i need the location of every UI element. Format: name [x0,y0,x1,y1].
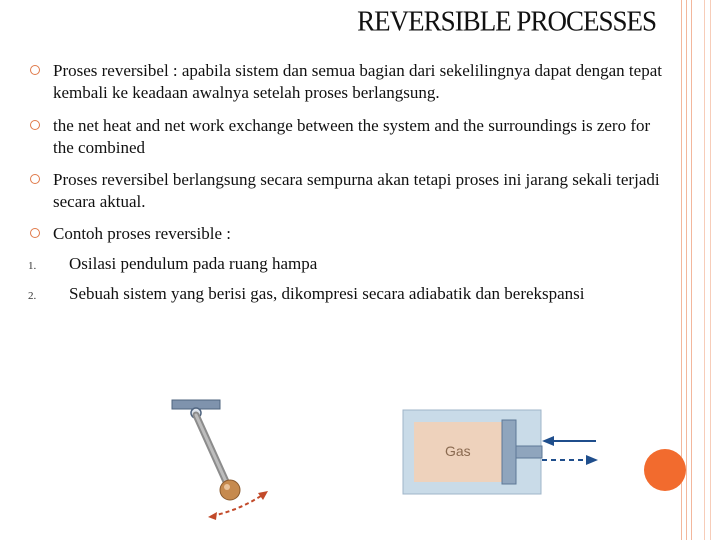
decorative-rail [704,0,705,540]
item-number: 1. [28,260,37,272]
bullet-marker-icon [30,65,40,75]
bullet-marker-icon [30,174,40,184]
item-number: 2. [28,290,37,302]
numbered-text: Sebuah sistem yang berisi gas, dikompresi secara adiabatik dan berekspansi [69,284,585,303]
bullet-text: the net heat and net work exchange between the system and the surroundings is zero for the combined [53,116,651,157]
numbered-text: Osilasi pendulum pada ruang hampa [69,254,318,273]
gas-label: Gas [445,443,471,459]
decorative-rail [710,0,711,540]
slide-title: REVERSIBLE PROCESSES [357,5,656,37]
bullet-text: Contoh proses reversible : [53,224,231,243]
decorative-circle [644,449,686,491]
decorative-rail [691,0,692,540]
piston-gas-illustration [402,408,602,503]
pendulum-illustration [168,398,288,528]
bullet-marker-icon [30,228,40,238]
bullet-marker-icon [30,120,40,130]
bullet-text: Proses reversibel : apabila sistem dan semua bagian dari sekelilingnya dapat dengan tepat kembali ke keadaan awalnya setelah proses berlangsung. [53,61,662,102]
bullet-text: Proses reversibel berlangsung secara sempurna akan tetapi proses ini jarang sekali terjadi secara aktual. [53,170,660,211]
